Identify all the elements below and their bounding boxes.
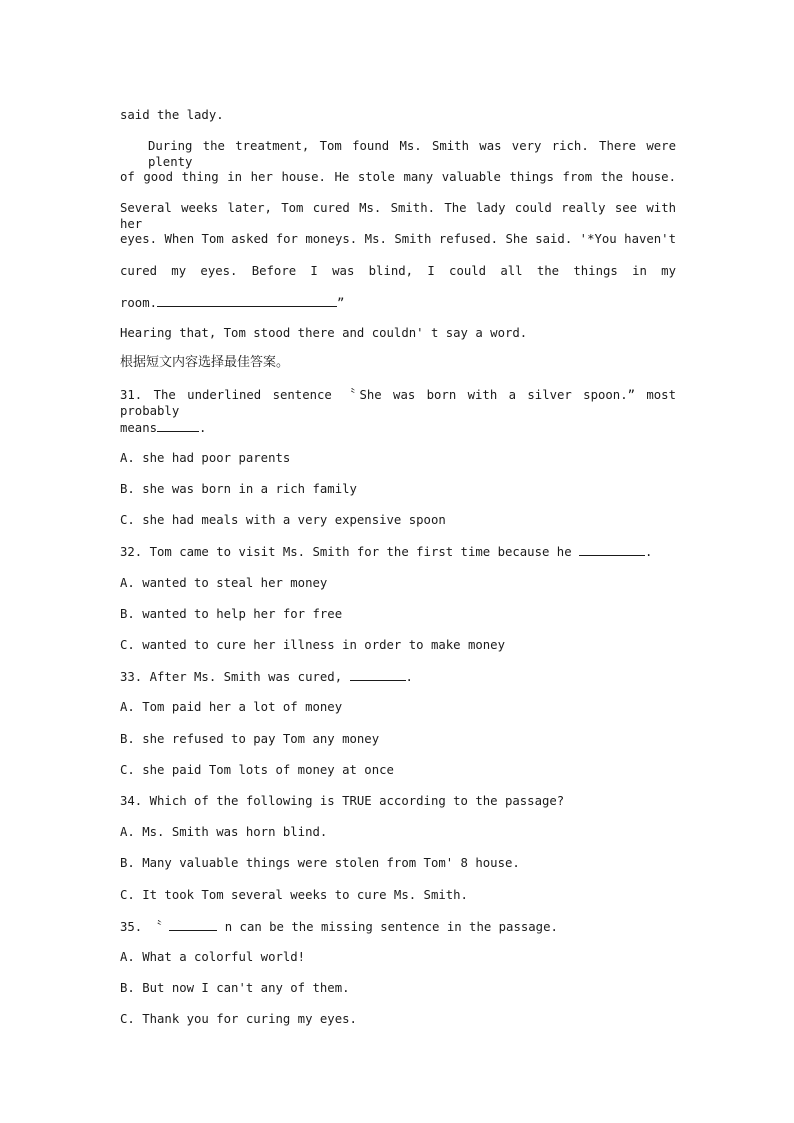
q34-option-a: A. Ms. Smith was horn blind. bbox=[120, 825, 328, 839]
q35-option-c: C. Thank you for curing my eyes. bbox=[120, 1012, 357, 1026]
passage-line-2: During the treatment, Tom found Ms. Smith was very rich. There were plenty bbox=[148, 139, 676, 169]
q33-answer-blank bbox=[350, 668, 406, 681]
q35-stem-end: n can be the missing sentence in the passage. bbox=[217, 920, 558, 934]
q33-stem bbox=[120, 668, 676, 685]
q32-option-a: A. wanted to steal her money bbox=[120, 576, 328, 590]
q31-stem: 31. The underlined sentence 〝She was born with a silver spoon.” most probably bbox=[120, 388, 676, 418]
passage-line-6: cured my eyes. Before I was blind, I could all the things in my bbox=[120, 264, 676, 278]
q32-stem-text: 32. Tom came to visit Ms. Smith for the first time because he bbox=[120, 545, 580, 559]
q33-option-c: C. she paid Tom lots of money at once bbox=[120, 763, 394, 777]
passage-line-7-text: room. bbox=[120, 296, 158, 310]
q31-answer-blank bbox=[157, 419, 199, 432]
q31-option-c: C. she had meals with a very expensive spoon bbox=[120, 513, 446, 527]
passage-line-4: Several weeks later, Tom cured Ms. Smith. The lady could really see with her bbox=[120, 201, 676, 231]
passage-line-1: said the lady. bbox=[120, 108, 224, 122]
q35-option-b: B. But now I can't any of them. bbox=[120, 981, 350, 995]
q34-option-b: B. Many valuable things were stolen from Tom' 8 house. bbox=[120, 856, 520, 870]
passage-line-5: eyes. When Tom asked for moneys. Ms. Smith refused. She said. '*You haven't bbox=[120, 232, 676, 246]
passage-line-8: Hearing that, Tom stood there and couldn' t say a word. bbox=[120, 326, 528, 340]
q32-stem-end: . bbox=[645, 545, 653, 559]
q33-stem-end: . bbox=[405, 670, 413, 684]
q33-option-a: A. Tom paid her a lot of money bbox=[120, 700, 343, 714]
q35-stem bbox=[120, 918, 676, 935]
q32-stem bbox=[120, 543, 676, 560]
closing-quote: ” bbox=[337, 296, 345, 310]
passage-line-3: of good thing in her house. He stole many valuable things from the house. bbox=[120, 170, 676, 184]
q31-option-a: A. she had poor parents bbox=[120, 451, 291, 465]
missing-sentence-blank bbox=[157, 294, 337, 307]
passage-line-7 bbox=[120, 294, 676, 311]
q31-option-b: B. she was born in a rich family bbox=[120, 482, 357, 496]
q34-stem: 34. Which of the following is TRUE according to the passage? bbox=[120, 794, 565, 808]
q35-stem-text: 35. 〝 bbox=[120, 920, 170, 934]
q31-stem-cont bbox=[120, 419, 676, 436]
q33-option-b: B. she refused to pay Tom any money bbox=[120, 732, 380, 746]
q32-option-c: C. wanted to cure her illness in order to make money bbox=[120, 638, 505, 652]
q35-answer-blank bbox=[169, 918, 217, 931]
q32-option-b: B. wanted to help her for free bbox=[120, 607, 343, 621]
q34-option-c: C. It took Tom several weeks to cure Ms. Smith. bbox=[120, 888, 468, 902]
instruction-text: 根据短文内容选择最佳答案。 bbox=[120, 355, 290, 370]
q33-stem-text: 33. After Ms. Smith was cured, bbox=[120, 670, 350, 684]
q35-option-a: A. What a colorful world! bbox=[120, 950, 306, 964]
q31-stem-text: means bbox=[120, 421, 158, 435]
q31-stem-end: . bbox=[199, 421, 207, 435]
q32-answer-blank bbox=[579, 543, 645, 556]
